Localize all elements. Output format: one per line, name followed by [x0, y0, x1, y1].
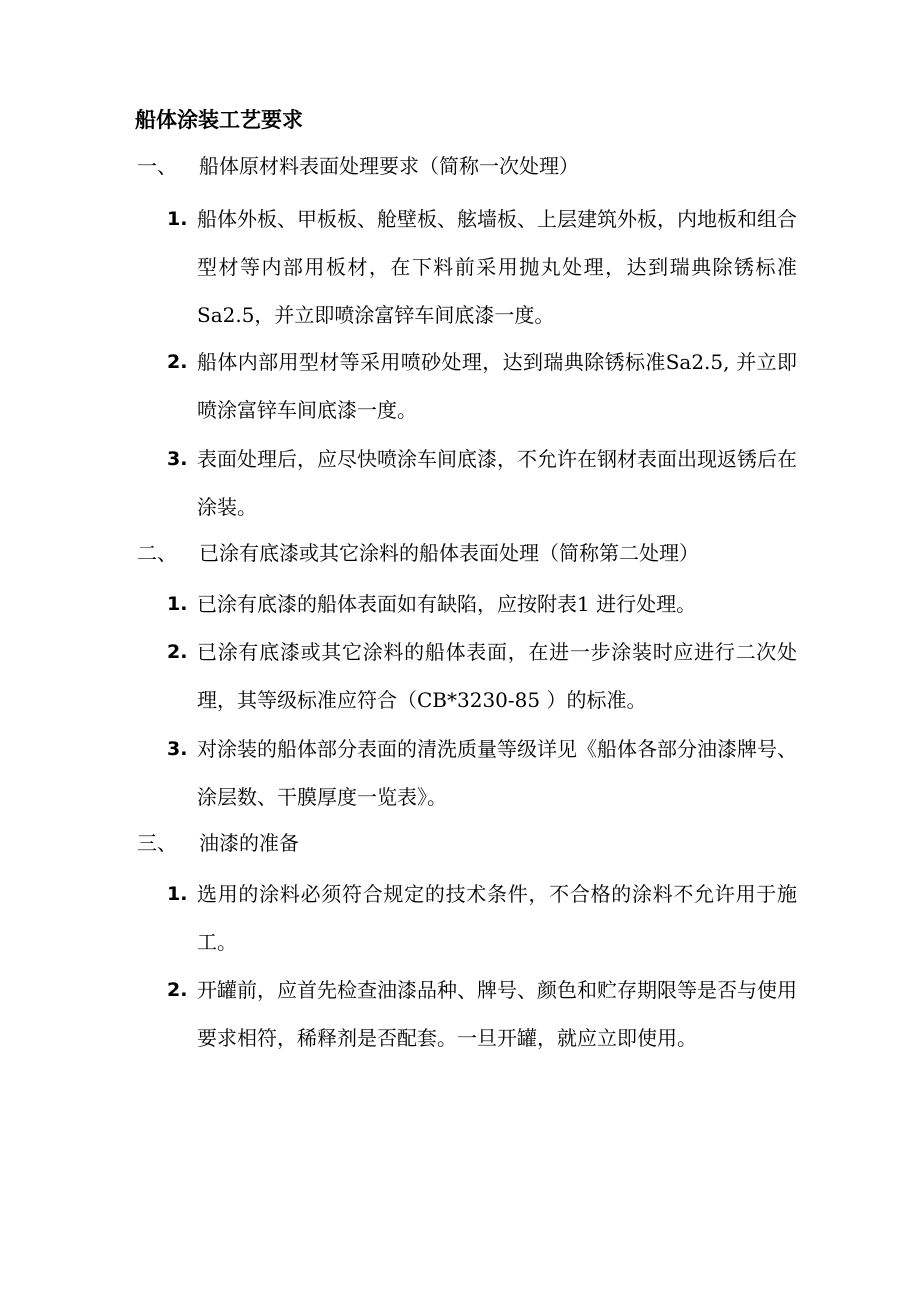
- item-text: 船体内部用型材等采用喷砂处理，达到瑞典除锈标准Sa2.5, 并立即喷涂富锌车间底漆一度。: [197, 350, 797, 422]
- item-number: 1.: [167, 883, 188, 905]
- item-text: 对涂装的船体部分表面的清洗质量等级详见《船体各部分油漆牌号、涂层数、干膜厚度一览表》。: [197, 737, 797, 809]
- item-number: 1.: [167, 593, 188, 615]
- item-number: 2.: [167, 641, 188, 663]
- item-text: 已涂有底漆或其它涂料的船体表面，在进一步涂装时应进行二次处理，其等级标准应符合（CB*3230-85 ）的标准。: [197, 640, 797, 712]
- item-text: 选用的涂料必须符合规定的技术条件，不合格的涂料不允许用于施工。: [197, 882, 797, 954]
- section-heading-3: [137, 827, 299, 859]
- section-number: 三、: [137, 831, 177, 855]
- section-number: 一、: [137, 154, 177, 178]
- item-text: 表面处理后，应尽快喷涂车间底漆，不允许在钢材表面出现返锈后在涂装。: [197, 447, 797, 519]
- section-heading-text: 油漆的准备: [199, 831, 299, 855]
- item-number: 2.: [167, 351, 188, 373]
- section-heading-text: 已涂有底漆或其它涂料的船体表面处理（简称第二处理）: [199, 541, 699, 565]
- item-number: 3.: [167, 448, 188, 470]
- list-item-1-2: [167, 338, 807, 434]
- section-heading-2: [137, 537, 699, 569]
- item-text: 船体外板、甲板板、舱壁板、舷墙板、上层建筑外板，内地板和组合型材等内部用板材，在下料前采用抛丸处理，达到瑞典除锈标准Sa2.5，并立即喷涂富锌车间底漆一度。: [197, 207, 797, 327]
- item-number: 3.: [167, 738, 188, 760]
- document-title: 船体涂装工艺要求: [135, 107, 303, 132]
- item-text: 已涂有底漆的船体表面如有缺陷，应按附表1 进行处理。: [197, 592, 697, 616]
- list-item-2-3: [167, 725, 807, 821]
- item-number: 2.: [167, 979, 188, 1001]
- section-heading-1: [137, 150, 579, 182]
- list-item-3-2: [167, 966, 807, 1062]
- section-heading-text: 船体原材料表面处理要求（简称一次处理）: [199, 154, 579, 178]
- list-item-1-3: [167, 435, 807, 531]
- item-text: 开罐前，应首先检查油漆品种、牌号、颜色和贮存期限等是否与使用要求相符，稀释剂是否配套。一旦开罐，就应立即使用。: [197, 978, 797, 1050]
- section-number: 二、: [137, 541, 177, 565]
- list-item-3-1: [167, 870, 807, 966]
- list-item-1-1: [167, 195, 807, 339]
- list-item-2-2: [167, 628, 807, 724]
- item-number: 1.: [167, 208, 188, 230]
- list-item-2-1: [167, 580, 807, 628]
